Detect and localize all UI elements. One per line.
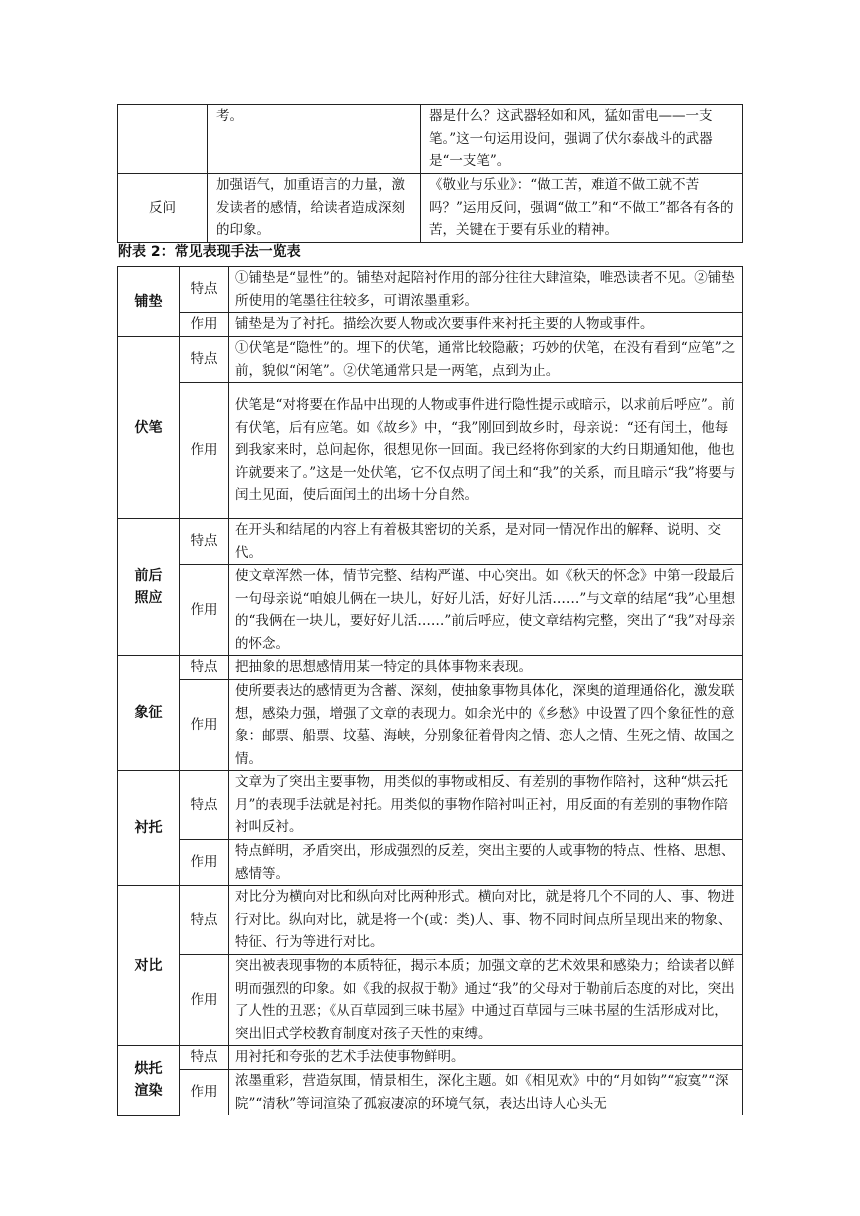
feature-text: 对比分为横向对比和纵向对比两种形式。横向对比，就是将几个不同的人、事、物进行对比。纵向对比，就是将一个(或：类)人、事、物不同时间点所呈现出来的物象、特征、行为等进行对比。 — [229, 886, 743, 955]
technique-name: 象征 — [118, 656, 180, 771]
feature-text: 在开头和结尾的内容上有着极其密切的关系，是对同一情况作出的解释、说明、交代。 — [229, 519, 743, 565]
feature-label: 特点 — [180, 267, 229, 313]
feature-text: ①铺垫是“显性”的。铺垫对起陪衬作用的部分往往大肆渲染，唯恐读者不见。②铺垫所使用的笔墨往往较多，可谓浓墨重彩。 — [229, 267, 743, 313]
table-row — [118, 955, 743, 1046]
rhetoric-description: 考。 — [208, 105, 421, 174]
table-row — [118, 519, 743, 565]
feature-text: 用衬托和夸张的艺术手法使事物鲜明。 — [229, 1046, 743, 1070]
feature-label: 特点 — [180, 519, 229, 565]
technique-name-line: 烘托 — [134, 1061, 163, 1078]
feature-text: ①伏笔是“隐性”的。埋下的伏笔，通常比较隐蔽；巧妙的伏笔，在没有看到“应笔”之前，貌似“闲笔”。②伏笔通常只是一两笔，点到为止。 — [229, 337, 743, 383]
function-text: 特点鲜明，矛盾突出，形成强烈的反差，突出主要的人或事物的特点、性格、思想、感情等。 — [229, 840, 743, 886]
feature-label: 特点 — [180, 656, 229, 680]
function-label: 作用 — [180, 383, 229, 519]
technique-name: 伏笔 — [118, 337, 180, 519]
technique-name — [118, 1046, 180, 1116]
table-row — [118, 174, 743, 243]
function-text: 铺垫是为了衬托。描绘次要人物或次要事件来衬托主要的人物或事件。 — [229, 313, 743, 337]
feature-text: 文章为了突出主要事物，用类似的事物或相反、有差别的事物作陪衬，这种“烘云托月”的表现手法就是衬托。用类似的事物作陪衬叫正衬，用反面的有差别的事物作陪衬叫反衬。 — [229, 771, 743, 840]
technique-name-line: 照应 — [134, 590, 163, 606]
rhetoric-example: 器是什么？这武器轻如和风，猛如雷电——一支笔。”这一句运用设问，强调了伏尔泰战斗的武器是“一支笔”。 — [421, 105, 743, 174]
feature-label: 特点 — [180, 1046, 229, 1070]
techniques-table — [117, 266, 743, 1116]
table-row — [118, 840, 743, 886]
technique-name — [118, 519, 180, 656]
table-row — [118, 886, 743, 955]
function-text: 浓墨重彩，营造氛围，情景相生，深化主题。如《相见欢》中的“月如钩”“寂寞”“深院”“清秋”等词渲染了孤寂凄凉的环境气氛，表达出诗人心头无 — [229, 1070, 743, 1116]
rhetoric-name — [118, 105, 208, 174]
table-row — [118, 105, 743, 174]
function-text: 突出被表现事物的本质特征，揭示本质；加强文章的艺术效果和感染力；给读者以鲜明而强烈的印象。如《我的叔叔于勒》通过“我”的父母对于勒前后态度的对比，突出了人性的丑恶；《从百草园到三味书屋》中通过百草园与三味书屋的生活形成对比，突出旧式学校教育制度对孩子天性的束缚。 — [229, 955, 743, 1046]
table-row — [118, 565, 743, 656]
function-label: 作用 — [180, 1070, 229, 1116]
table-row — [118, 771, 743, 840]
feature-label: 特点 — [180, 886, 229, 955]
technique-name-line: 渲染 — [134, 1083, 163, 1100]
feature-label: 特点 — [180, 771, 229, 840]
function-text: 使所要表达的感情更为含蓄、深刻，使抽象事物具体化，深奥的道理通俗化，激发联想，感染力强，增强了文章的表现力。如余光中的《乡愁》中设置了四个象征性的意象：邮票、船票、坟墓、海峡，分别象征着骨肉之情、恋人之情、生死之情、故国之情。 — [229, 680, 743, 771]
function-label: 作用 — [180, 680, 229, 771]
rhetoric-table-continued — [117, 104, 743, 243]
table-row — [118, 680, 743, 771]
function-text: 使文章浑然一体，情节完整、结构严谨、中心突出。如《秋天的怀念》中第一段最后一句母亲说“咱娘儿俩在一块儿，好好儿活，好好儿活……”与文章的结尾“我”心里想的“我俩在一块儿，要好好儿活……”前后呼应，使文章结构完整，突出了“我”对母亲的怀念。 — [229, 565, 743, 656]
table-row — [118, 267, 743, 313]
table-row — [118, 1046, 743, 1070]
technique-name: 铺垫 — [118, 267, 180, 337]
table-row — [118, 1070, 743, 1116]
function-text: 伏笔是“对将要在作品中出现的人物或事件进行隐性提示或暗示，以求前后呼应”。前有伏笔，后有应笔。如《故乡》中，“我”刚回到故乡时，母亲说：“还有闰土，他每到我家来时，总问起你，很想见你一回面。我已经将你到家的大约日期通知他，他也许就要来了。”这是一处伏笔，它不仅点明了闰土和“我”的关系，而且暗示“我”将要与闰土见面，使后面闰土的出场十分自然。 — [229, 383, 743, 519]
table-caption: 附表 2：常见表现手法一览表 — [118, 244, 301, 260]
table-row — [118, 313, 743, 337]
function-label: 作用 — [180, 840, 229, 886]
technique-name: 衬托 — [118, 771, 180, 886]
technique-name-line: 前后 — [134, 568, 163, 584]
feature-text: 把抽象的思想感情用某一特定的具体事物来表现。 — [229, 656, 743, 680]
rhetoric-description: 加强语气，加重语言的力量，激发读者的感情，给读者造成深刻的印象。 — [208, 174, 421, 243]
function-label: 作用 — [180, 955, 229, 1046]
feature-label: 特点 — [180, 337, 229, 383]
table-row — [118, 383, 743, 519]
rhetoric-example: 《敬业与乐业》：“做工苦，难道不做工就不苦吗？”运用反问，强调“做工”和“不做工”都各有各的苦，关键在于要有乐业的精神。 — [421, 174, 743, 243]
table-row — [118, 656, 743, 680]
function-label: 作用 — [180, 313, 229, 337]
table-row — [118, 337, 743, 383]
rhetoric-name: 反问 — [118, 174, 208, 243]
technique-name: 对比 — [118, 886, 180, 1046]
function-label: 作用 — [180, 565, 229, 656]
